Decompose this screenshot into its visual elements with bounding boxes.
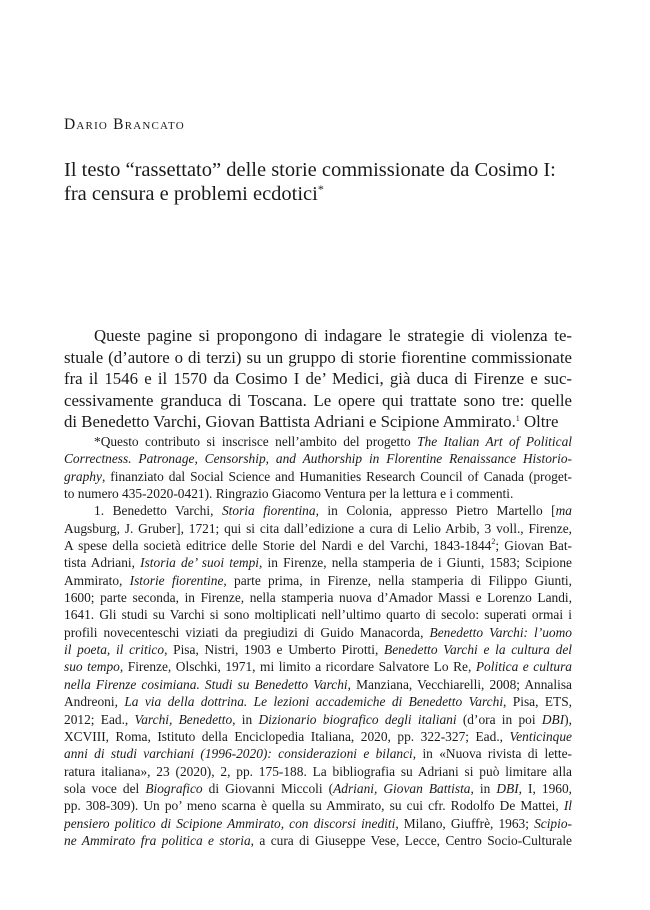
footnote-italic: nella Firenze cosimiana. Studi su Benedetto Varchi xyxy=(64,676,348,692)
footnote-line: Augsburg, J. Gruber], 1721; qui si cita dall’edizione a cura di Lelio Arbib, 3 voll., Firenze, xyxy=(64,520,572,536)
footnote-italic: Adriani, Giovan Battista xyxy=(333,780,471,796)
footnote-italic: anni di studi varchiani (1996-2020): considerazioni e bilanci xyxy=(64,746,413,762)
footnote-line xyxy=(64,711,572,728)
title-footnote-marker: * xyxy=(317,182,324,196)
footnote-line xyxy=(64,797,572,814)
footnote-line xyxy=(64,728,572,745)
footnote-line xyxy=(64,433,572,450)
footnote-text: profili novecenteschi viziati da pregiudizi di Guido Manacorda, xyxy=(64,624,430,640)
footnote-italic: Venticinque xyxy=(509,728,572,744)
footnote-text: Ammirato, xyxy=(64,572,130,588)
footnote-italic: Biografico xyxy=(145,780,203,796)
footnote-italic: DBI xyxy=(541,711,565,727)
footnote-line xyxy=(64,658,572,675)
footnote-italic: ne Ammirato fra politica e storia xyxy=(64,832,251,848)
footnote-line xyxy=(64,745,572,762)
footnote-text: , in xyxy=(232,711,259,727)
footnote-line xyxy=(64,676,572,693)
footnote-line xyxy=(64,450,572,467)
footnote-text: *Questo contributo si inscrisce nell’ambito del progetto xyxy=(94,434,418,449)
footnote-italic: Varchi, Benedetto xyxy=(134,711,233,727)
footnote-text: ), xyxy=(564,711,572,727)
footnote-line: 1600; parte seconda, in Firenze, nella stamperia nuova d’Amador Massi e Lorenzo Landi, xyxy=(64,590,572,606)
footnotes xyxy=(64,433,572,849)
footnote-text: , in «Nuova rivista di lette- xyxy=(412,746,572,762)
body-text: di Benedetto Varchi, Giovan Battista Adriani e Scipione Ammirato. xyxy=(64,412,516,431)
footnote-text: pp. 308-309). Un po’ meno scarna è quella su Ammirato, su cui cfr. Rodolfo De Mattei, xyxy=(64,798,564,814)
footnote-line: ratura italiana», 23 (2020), 2, pp. 175-188. La bibliografia su Adriani si può limitare alla xyxy=(64,763,572,779)
footnote-line xyxy=(64,624,572,641)
footnote-text: di Giovanni Miccoli ( xyxy=(202,780,334,796)
footnote-italic: Istoria de’ suoi tempi xyxy=(140,555,259,571)
title-line xyxy=(64,182,584,208)
footnote-text: tista Adriani, xyxy=(64,555,141,571)
footnote-line: to numero 435-2020-0421). Ringrazio Giacomo Ventura per la lettura e i commenti. xyxy=(64,486,514,502)
footnote-text: (d’ora in poi xyxy=(456,711,542,727)
footnote-text: , in xyxy=(470,780,497,796)
footnote-italic: Istorie fiorentine xyxy=(129,572,224,588)
footnote-text: sola voce del xyxy=(64,780,146,796)
footnote-italic: Benedetto Varchi e la cultura del xyxy=(384,642,572,658)
footnote-text: XCVIII, Roma, Istituto della Enciclopedia Italiana, 2020, pp. 322-327; Ead., xyxy=(64,728,510,744)
body-line xyxy=(64,411,572,433)
body-line: fra il 1546 e il 1570 da Cosimo I de’ Medici, già duca di Firenze e suc- xyxy=(64,369,572,388)
author-name: Dario Brancato xyxy=(64,116,185,133)
body-paragraph xyxy=(64,325,572,433)
footnote-text: ; Giovan Bat- xyxy=(495,538,572,554)
footnote-text: , parte prima, in Firenze, nella stamperia di Filippo Giunti, xyxy=(223,572,572,588)
footnote-line xyxy=(64,780,572,797)
footnote-line xyxy=(64,468,572,485)
footnote-text: 2012; Ead., xyxy=(64,711,135,727)
footnote-line xyxy=(64,693,572,710)
footnote-italic: The Italian Art of Political xyxy=(417,434,572,449)
footnote-italic: graphy xyxy=(64,468,102,484)
footnote-line xyxy=(64,641,572,658)
footnote-italic: La via della dottrina. Le lezioni accademiche di Benedetto Varchi xyxy=(124,694,504,710)
footnote-text: , I, 1960, xyxy=(518,780,572,796)
footnote-ref: 1 xyxy=(515,414,520,423)
footnote-italic: Dizionario biografico degli italiani xyxy=(258,711,457,727)
footnote-text: , Milano, Giuffrè, 1963; xyxy=(395,815,535,831)
footnote-line xyxy=(64,502,572,519)
edition-superscript: 2 xyxy=(491,537,496,547)
footnote-italic: pensiero politico di Scipione Ammirato, con discorsi inediti xyxy=(64,815,396,831)
footnote-text: , a cura di Giuseppe Vese, Lecce, Centro Socio-Culturale xyxy=(250,832,572,848)
footnote-italic: Il xyxy=(563,798,572,814)
footnote-text: A spese della società editrice delle Storie del Nardi e del Varchi, 1843-1844 xyxy=(64,538,492,554)
footnote-italic: Politica e cultura xyxy=(475,659,572,675)
footnote-line xyxy=(64,572,572,589)
title-text: fra censura e problemi ecdotici xyxy=(64,183,318,205)
footnote-line: 1641. Gli studi su Varchi si sono moltiplicati nell’ultimo quarto di secolo: superati ormai i xyxy=(64,607,572,623)
footnote-text: , in Colonia, appresso Pietro Martello [ xyxy=(315,503,556,519)
footnote-line xyxy=(64,832,572,849)
footnote-text: 1. Benedetto Varchi, xyxy=(94,503,222,519)
footnote-text: , Pisa, ETS, xyxy=(503,694,572,710)
footnote-line xyxy=(64,815,572,832)
title-line: Il testo “rassettato” delle storie commissionate da Cosimo I: xyxy=(64,159,556,181)
body-text: Oltre xyxy=(519,412,559,431)
footnote-italic: il poeta, il critico xyxy=(64,642,165,658)
body-line: cessivamente granduca di Toscana. Le opere qui trattate sono tre: quelle xyxy=(64,390,572,410)
footnote-italic: DBI xyxy=(496,780,519,796)
footnote-italic: Benedetto Varchi: l’uomo xyxy=(429,624,572,640)
footnote-italic: Storia fiorentina xyxy=(221,503,316,519)
footnote-text: , Firenze, Olschki, 1971, mi limito a ricordare Salvatore Lo Re, xyxy=(119,659,476,675)
footnote-italic: suo tempo xyxy=(64,659,120,675)
footnote-line xyxy=(64,537,572,554)
footnote-text: , Pisa, Nistri, 1903 e Umberto Pirotti, xyxy=(164,642,385,658)
body-line: Queste pagine si propongono di indagare le strategie di violenza te- xyxy=(94,326,572,345)
footnote-italic: Scipio- xyxy=(534,815,572,831)
footnote-text: , finanziato dal Social Science and Humanities Research Council of Canada (proget- xyxy=(101,468,572,484)
article-title xyxy=(64,158,584,208)
footnote-text: , Manziana, Vecchiarelli, 2008; Annalisa xyxy=(347,676,572,692)
body-line: stuale (d’autore o di terzi) su un gruppo di storie fiorentine commissionate xyxy=(64,347,572,367)
footnote-italic: Correctness. Patronage, Censorship, and Authorship in Florentine Renaissance Historio- xyxy=(64,451,572,467)
footnote-text: , in Firenze, nella stamperia de i Giunti, 1583; Scipione xyxy=(259,555,572,571)
footnote-text: Andreoni, xyxy=(64,694,125,710)
footnote-italic: ma xyxy=(555,503,572,519)
footnote-line xyxy=(64,554,572,571)
